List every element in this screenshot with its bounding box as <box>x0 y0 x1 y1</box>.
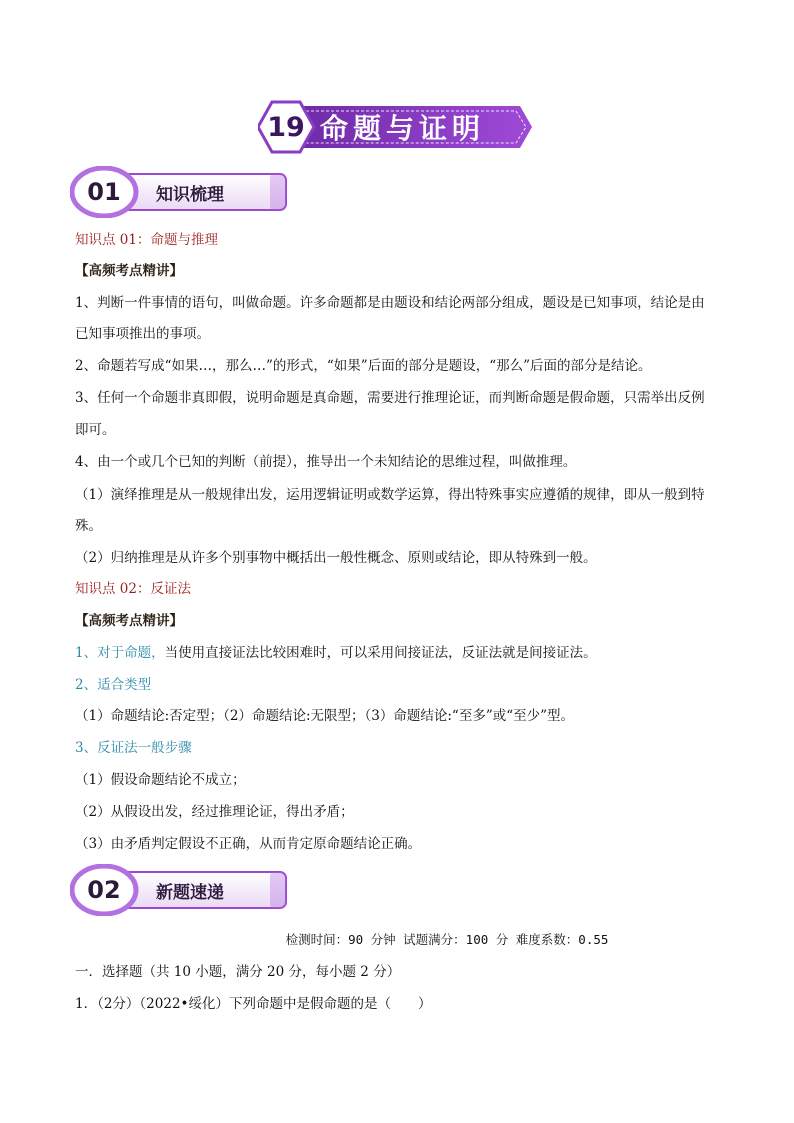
text-span: 当使用直接证法比较困难时，可以采用间接证法，反证法就是间接证法。 <box>164 645 597 661</box>
text-line: 殊。 <box>75 518 102 534</box>
text-line: （1）命题结论:否定型；（2）命题结论:无限型；（3）命题结论:“至多”或“至少”型。 <box>75 708 575 724</box>
chapter-title-banner <box>258 98 534 156</box>
question-1: 1．（2分）（2022•绥化）下列命题中是假命题的是（ ） <box>75 996 432 1012</box>
section-title: 新题速递 <box>156 882 224 903</box>
section-number: 01 <box>87 178 121 206</box>
knowledge-point-1-title: 知识点 01：命题与推理 <box>75 232 218 248</box>
knowledge-point-2-title: 知识点 02：反证法 <box>75 581 191 597</box>
knowledge-point-2-subhead: 【高频考点精讲】 <box>75 613 183 629</box>
text-line: 1、判断一件事情的语句，叫做命题。许多命题都是由题设和结论两部分组成，题设是已知事项，结论是由 <box>75 295 705 311</box>
text-line: 即可。 <box>75 422 116 438</box>
section-number: 02 <box>87 876 121 904</box>
highlight-text: 1、对于命题， <box>75 645 165 661</box>
part-heading: 一．选择题（共 10 小题，满分 20 分，每小题 2 分） <box>75 964 401 980</box>
text-line: （2）从假设出发，经过推理论证，得出矛盾； <box>75 804 354 820</box>
section-title: 知识梳理 <box>156 184 224 205</box>
chapter-title: 命题与证明 <box>320 112 486 145</box>
text-line: 4、由一个或几个已知的判断（前提），推导出一个未知结论的思维过程，叫做推理。 <box>75 454 577 470</box>
chapter-number: 19 <box>267 111 305 143</box>
subheading-teal: 3、反证法一般步骤 <box>75 740 192 756</box>
subheading-teal: 2、适合类型 <box>75 677 152 693</box>
text-line <box>75 643 597 663</box>
text-line: （1）假设命题结论不成立； <box>75 772 246 788</box>
text-line: （3）由矛盾判定假设不正确，从而肯定原命题结论正确。 <box>75 836 422 852</box>
section-header-02 <box>70 864 290 916</box>
text-line: （2）归纳推理是从许多个别事物中概括出一般性概念、原则或结论，即从特殊到一般。 <box>75 550 597 566</box>
text-line: 3、任何一个命题非真即假，说明命题是真命题，需要进行推理论证，而判断命题是假命题，只需举出反例 <box>75 390 705 406</box>
text-line: 已知事项推出的事项。 <box>75 326 210 342</box>
exam-info: 检测时间：90 分钟 试题满分：100 分 难度系数：0.55 <box>285 932 609 947</box>
knowledge-point-1-subhead: 【高频考点精讲】 <box>75 263 183 279</box>
text-line: （1）演绎推理是从一般规律出发，运用逻辑证明或数学运算，得出特殊事实应遵循的规律，即从一般到特 <box>75 487 705 503</box>
text-line: 2、命题若写成“如果…，那么…”的形式，“如果”后面的部分是题设，“那么”后面的部分是结论。 <box>75 358 652 374</box>
section-header-01 <box>70 166 290 218</box>
